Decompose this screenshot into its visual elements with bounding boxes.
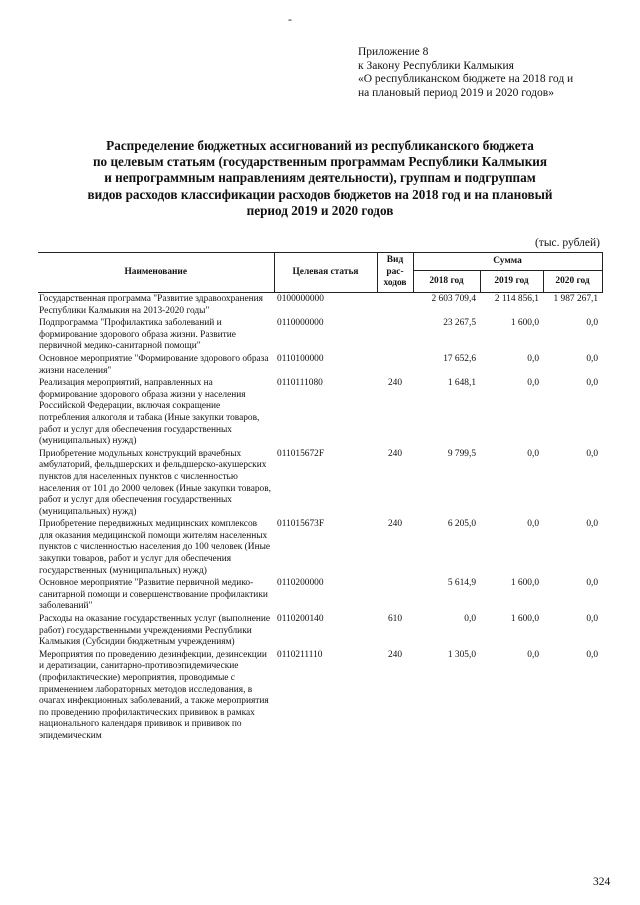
cell-vid <box>377 317 413 353</box>
cell-2020: 0,0 <box>586 378 599 389</box>
title-line: видов расходов классификации расходов бюджетов на 2018 год и на плановый <box>87 186 553 202</box>
header-sum: Сумма <box>413 253 602 271</box>
units-label: (тыс. рублей) <box>534 237 600 249</box>
cell-vid <box>377 353 413 377</box>
cell-2019: 0,0 <box>527 353 539 364</box>
cell-2019: 0,0 <box>527 649 539 660</box>
cell-2020: 1 987 267,1 <box>553 294 599 304</box>
appendix-line: к Закону Республики Калмыкия <box>358 59 514 72</box>
header-target: Целевая статья <box>274 253 377 293</box>
table-row <box>38 293 602 318</box>
header-2019: 2019 год <box>480 271 543 293</box>
appendix-line: на плановый период 2019 и 2020 годов» <box>358 86 554 99</box>
document-title <box>20 138 620 219</box>
cell-code: 0110200140 <box>277 614 324 625</box>
cell-code: 0100000000 <box>277 294 324 304</box>
cell-name: Приобретение модульных конструкций врачебных амбулаторий, фельдшерских и фельдшерско-акушерских пунктов для населенных пунктов с численностью населения от 101 до 2000 человек (Иные закупки товаров, работ и услуг для обеспечения государственных (муниципальных) нужд) <box>39 448 272 517</box>
cell-vid: 610 <box>387 614 403 625</box>
table-row <box>38 448 602 519</box>
cell-2019: 1 600,0 <box>510 318 539 329</box>
table-body <box>38 293 602 743</box>
cell-2018: 17 652,6 <box>443 353 476 364</box>
cell-name: Основное мероприятие "Формирование здорового образа жизни населения" <box>39 353 269 376</box>
header-2018: 2018 год <box>413 271 480 293</box>
cell-2019: 0,0 <box>527 448 539 459</box>
cell-2020: 0,0 <box>586 448 599 459</box>
table-row <box>38 649 602 743</box>
cell-2020: 0,0 <box>586 649 599 660</box>
cell-2018: 1 305,0 <box>447 649 476 660</box>
header-mark: - <box>288 12 292 26</box>
table-row <box>38 613 602 649</box>
table-row <box>38 317 602 353</box>
cell-code: 0110211110 <box>277 649 323 660</box>
table-row <box>38 353 602 377</box>
budget-table <box>38 252 603 743</box>
cell-2020: 0,0 <box>586 318 599 329</box>
cell-2019: 1 600,0 <box>510 578 539 589</box>
cell-2019: 0,0 <box>527 378 539 389</box>
cell-2018: 5 614,9 <box>447 578 476 589</box>
cell-vid: 240 <box>387 378 403 389</box>
cell-code: 011015672F <box>277 448 325 459</box>
header-vid: Вид рас-ходов <box>377 253 413 293</box>
cell-name: Расходы на оказание государственных услуг (выполнение работ) государственными учреждениями Республики Калмыкия (Субсидии бюджетным учреждениям) <box>39 614 271 648</box>
cell-code: 0110000000 <box>277 318 324 329</box>
cell-vid <box>377 577 413 613</box>
cell-2018: 6 205,0 <box>447 519 476 530</box>
cell-name: Реализация мероприятий, направленных на формирование здорового образа жизни у населения Российской Федерации, включая сокращение потребления алкоголя и табака (Иные закупки товаров, работ и услуг для обеспечения государственных (муниципальных) нужд) <box>39 378 260 447</box>
cell-code: 0110100000 <box>277 353 324 364</box>
cell-2020: 0,0 <box>586 353 599 364</box>
header-name: Наименование <box>38 253 274 293</box>
title-line: и непрограммным направлениям деятельности), группам и подгруппам <box>104 170 536 186</box>
cell-2020: 0,0 <box>586 614 599 625</box>
cell-code: 0110200000 <box>277 578 324 589</box>
page-number: 324 <box>593 876 611 888</box>
cell-2019: 2 114 856,1 <box>494 294 539 304</box>
cell-code: 0110111080 <box>277 378 323 389</box>
title-line: период 2019 и 2020 годов <box>246 202 394 218</box>
table-row <box>38 377 602 448</box>
cell-name: Государственная программа "Развитие здравоохранения Республики Калмыкия на 2013-2020 годы" <box>39 294 263 316</box>
table-header <box>38 253 602 293</box>
cell-2018: 0,0 <box>464 614 476 625</box>
header-2020: 2020 год <box>543 271 602 293</box>
cell-2018: 1 648,1 <box>447 378 476 389</box>
cell-2018: 9 799,5 <box>447 448 476 459</box>
cell-vid <box>377 293 413 318</box>
cell-vid: 240 <box>387 519 403 530</box>
appendix-line: «О республиканском бюджете на 2018 год и <box>358 73 574 86</box>
table-row <box>38 577 602 613</box>
cell-code: 011015673F <box>277 519 325 530</box>
title-line: по целевым статьям (государственным программам Республики Калмыкия <box>92 154 548 170</box>
cell-vid: 240 <box>387 649 403 660</box>
cell-2020: 0,0 <box>586 578 599 589</box>
table-row <box>38 518 602 577</box>
appendix-note <box>358 46 630 100</box>
cell-2019: 0,0 <box>527 519 539 530</box>
cell-name: Приобретение передвижных медицинских комплексов для оказания медицинской помощи жителям населенных пунктов с численностью населения до 100 человек (Иные закупки товаров, работ и услуг для обеспечения государственных (муниципальных) нужд) <box>39 519 271 576</box>
cell-vid: 240 <box>387 448 403 459</box>
cell-2018: 23 267,5 <box>443 318 476 329</box>
cell-2020: 0,0 <box>586 519 599 530</box>
title-line: Распределение бюджетных ассигнований из республиканского бюджета <box>106 138 534 153</box>
cell-2019: 1 600,0 <box>510 614 539 625</box>
cell-name: Подпрограмма "Профилактика заболеваний и формирование здорового образа жизни. Развитие первичной медико-санитарной помощи" <box>39 318 236 352</box>
cell-name: Основное мероприятие "Развитие первичной медико-санитарной помощи и совершенствование профилактики заболеваний" <box>39 578 268 612</box>
cell-name: Мероприятия по проведению дезинфекции, дезинсекции и дератизации, санитарно-противоэпидемические (профилактические) мероприятия, проводимые с применением лабораторных методов исследования, в очагах инфекционных заболеваний, а также мероприятия по проведению профилактических прививок в рамках национального календаря прививок и прививок по эпидемическим <box>39 649 269 741</box>
appendix-line: Приложение 8 <box>358 46 429 58</box>
cell-2018: 2 603 709,4 <box>431 294 476 304</box>
